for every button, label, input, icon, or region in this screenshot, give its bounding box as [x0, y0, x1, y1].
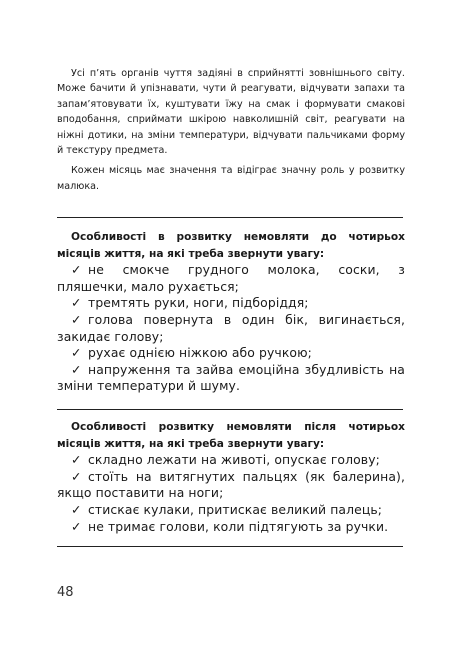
- list-item-text: стискає кулаки, притискає великий палець;: [88, 501, 383, 517]
- list-item: [57, 469, 405, 502]
- check-icon: ✓: [71, 295, 82, 311]
- check-icon: ✓: [71, 262, 82, 278]
- intro-text: [57, 66, 405, 194]
- warning-list: [57, 262, 405, 395]
- intro-paragraph: Усі п’ять органів чуття задіяні в сприйнятті зовнішнього світу. Може бачити й упізнавати, чути й реагувати, відчувати запахи та запам’ятовувати їх, куштувати їжу на смак і формувати смакові вподобання, сприймати шкірою навколишній світ, реагувати на ніжні дотики, на зміни температури, відчувати пальчиками форму й текстуру предмета.: [57, 68, 405, 157]
- warning-list: [57, 452, 405, 535]
- list-item: [57, 262, 405, 295]
- list-item-text: тремтять руки, ноги, підборіддя;: [88, 295, 309, 311]
- list-item: [57, 345, 405, 362]
- section-before-four-months: [57, 229, 405, 395]
- list-item: [57, 502, 405, 519]
- section-divider: [57, 409, 403, 410]
- list-item-text: рухає однією ніжкою або ручкою;: [88, 345, 312, 361]
- check-icon: ✓: [71, 468, 82, 484]
- intro-paragraph: Кожен місяць має значення та відіграє значну роль у розвитку малюка.: [57, 165, 405, 192]
- section-heading: Особливості в розвитку немовляти до чотирьох місяців життя, на які треба звернути увагу:: [57, 231, 405, 260]
- check-icon: ✓: [71, 345, 82, 361]
- list-item-text: складно лежати на животі, опускає голову;: [88, 452, 380, 468]
- section-after-four-months: [57, 419, 405, 535]
- list-item-text: стоїть на витягнутих пальцях (як балерина), якщо поставити на ноги;: [57, 468, 405, 501]
- list-item-text: голова повернута в один бік, вигинається, закидає голову;: [57, 311, 405, 344]
- check-icon: ✓: [71, 501, 82, 517]
- list-item-text: напруження та зайва емоційна збудливість на зміни температури й шуму.: [57, 361, 405, 394]
- list-item-text: не смокче грудного молока, соски, з пляшечки, мало рухається;: [57, 262, 405, 294]
- list-item: [57, 452, 405, 469]
- check-icon: ✓: [71, 311, 82, 327]
- list-item: [57, 519, 405, 536]
- list-item: [57, 295, 405, 312]
- check-icon: ✓: [71, 518, 82, 534]
- list-item-text: не тримає голови, коли підтягують за ручки.: [88, 518, 389, 534]
- list-item: [57, 312, 405, 345]
- section-divider: [57, 217, 403, 218]
- check-icon: ✓: [71, 361, 82, 377]
- page-number: 48: [57, 585, 74, 600]
- section-heading: Особливості розвитку немовляти після чотирьох місяців життя, на які треба звернути увагу:: [57, 421, 405, 450]
- section-divider: [57, 546, 403, 547]
- list-item: [57, 362, 405, 395]
- check-icon: ✓: [71, 452, 82, 468]
